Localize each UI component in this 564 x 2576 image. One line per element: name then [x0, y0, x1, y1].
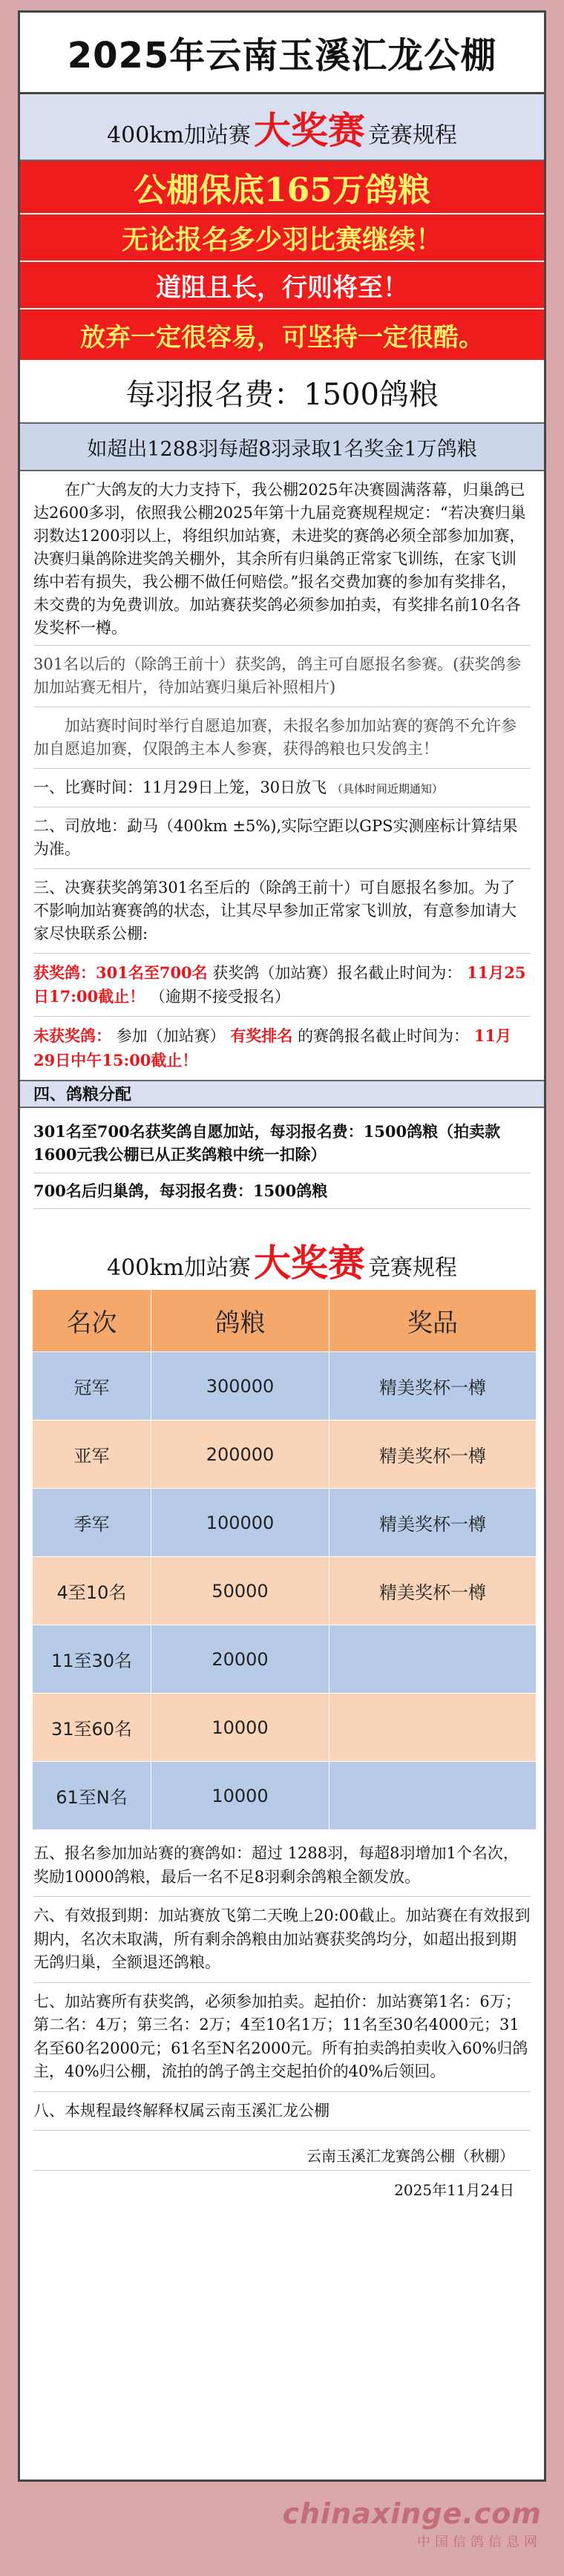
note-5: 五、报名参加加站赛的赛鸽如：超过 1288羽，每超8羽增加1个名次，奖励10000鸽粮，最后一名不足8羽剩余鸽粮全额发放。 — [33, 1835, 531, 1897]
cell-rank: 4至10名 — [33, 1557, 151, 1625]
entry-fee: 每羽报名费：1500鸽粮 — [20, 361, 544, 424]
cell-grain: 300000 — [151, 1352, 329, 1420]
unaward-deadline-date: 11月29日中午15:00截止！ — [33, 1026, 511, 1069]
cell-grain: 50000 — [151, 1557, 329, 1625]
award-deadline-date: 11月25日17:00截止！ — [33, 963, 526, 1006]
guarantee-banner: 公棚保底165万鸽粮 — [20, 161, 544, 214]
unaward-deadline — [33, 1017, 531, 1079]
table-row — [33, 1489, 537, 1557]
unaward-ranking: 有奖排名 — [230, 1026, 293, 1046]
section-1 — [33, 769, 531, 807]
motto-banner: 放弃一定很容易，可坚持一定很酷。 — [20, 309, 544, 361]
cell-rank: 季军 — [33, 1489, 151, 1557]
watermark — [282, 2497, 542, 2551]
cell-grain: 10000 — [151, 1762, 329, 1830]
cell-prize — [329, 1762, 537, 1830]
cell-rank: 亚军 — [33, 1420, 151, 1489]
intro-paragraph: 在广大鸽友的大力支持下，我公棚2025年决赛圆满落幕，归巢鸽已达2600多羽，依照我公棚2025年第十九届竞赛规程规定：“若决赛归巢羽数达1200羽以上，将组织加站赛，未进奖的赛鸽必须全部参加加赛，决赛归巢鸽除进奖鸽关棚外，其余所有归巢鸽正常家飞训练，在家飞训练中若有损失，我公棚不做任何赔偿。”报名交费加赛的参加有奖排名，未交费的为免费训放。加站赛获奖鸽必须参加拍卖，有奖排名前10名各发奖杯一樽。 — [33, 479, 531, 646]
issue-date: 2025年11月24日 — [394, 2181, 514, 2200]
section-4-heading: 四、鸽粮分配 — [20, 1080, 544, 1108]
cell-prize: 精美奖杯一樽 — [329, 1489, 537, 1557]
table-row — [33, 1625, 537, 1694]
page-title: 2025年云南玉溪汇龙公棚 — [20, 13, 544, 94]
prize-title-highlight: 大奖赛 — [253, 1241, 365, 1285]
section-3: 三、决赛获奖鸽第301名至后的（除鸽王前十）可自愿报名参加。为了不影响加站赛赛鸽的状态，让其尽早参加正常家飞训放，有意参加请大家尽快联系公棚: — [33, 869, 531, 954]
rules-sheet — [18, 10, 546, 2482]
road-banner: 道阻且长，行则将至！ — [20, 262, 544, 309]
cell-grain: 10000 — [151, 1694, 329, 1762]
distribution-item-2: 700名后归巢鸽，每羽报名费：1500鸽粮 — [33, 1173, 531, 1210]
header-prize: 奖品 — [329, 1290, 537, 1352]
section-2: 二、司放地：勐马（400km ±5%),实际空距以GPS实测座标计算结果为准。 — [33, 807, 531, 869]
section-1-note: （具体时间近期通知） — [331, 781, 443, 796]
subtitle — [20, 94, 544, 161]
extra-rule: 如超出1288羽每超8羽录取1名奖金1万鸽粮 — [20, 424, 544, 471]
cell-prize: 精美奖杯一樽 — [329, 1420, 537, 1489]
cell-grain: 200000 — [151, 1420, 329, 1489]
section-1-text: 一、比赛时间：11月29日上笼，30日放飞 — [33, 778, 327, 796]
award-text: 获奖鸽（加站赛）报名截止时间为： — [212, 964, 462, 983]
prize-table — [32, 1289, 537, 1830]
award-tail: （逾期不接受报名） — [149, 988, 290, 1006]
cell-rank: 31至60名 — [33, 1694, 151, 1762]
note-6: 六、有效报到期：加站赛放飞第二天晚上20:00截止。加站赛在有效报到期内，名次未取满，所有剩余鸽粮由加站赛获奖鸽均分，如超出报到期无鸽归巢，全额退还鸽粮。 — [33, 1897, 531, 1983]
table-row — [33, 1762, 537, 1830]
rules-notes — [20, 1830, 544, 2135]
subtitle-pre: 400km加站赛 — [107, 122, 251, 148]
subtitle-highlight: 大奖赛 — [253, 108, 365, 152]
note-7: 七、加站赛所有获奖鸽，必须参加拍卖。起拍价：加站赛第1名：6万；第二名：4万；第三名：2万；4至10名1万；11名至30名4000元；31名至60名2000元；61名至N名2000元。所有拍卖鸽拍卖收入60%归鸽主，40%归公棚，流拍的鸽子鸽主交起拍价的40%后领回。 — [33, 1983, 531, 2092]
note-301: 301名以后的（除鸽王前十）获奖鸽，鸽主可自愿报名参赛。(获奖鸽参加加站赛无相片，待加站赛归巢后补照相片) — [33, 646, 531, 707]
cell-grain: 100000 — [151, 1489, 329, 1557]
award-range: 获奖鸽：301名至700名 — [33, 963, 208, 983]
continue-banner: 无论报名多少羽比赛继续！ — [20, 214, 544, 262]
signature: 云南玉溪汇龙赛鸽公棚（秋棚） — [33, 2135, 531, 2171]
prize-title-post: 竞赛规程 — [367, 1255, 457, 1282]
watermark-site: chinaxinge.com — [282, 2497, 542, 2530]
cell-rank: 冠军 — [33, 1352, 151, 1420]
subtitle-post: 竞赛规程 — [367, 122, 457, 148]
header-rank: 名次 — [33, 1290, 151, 1352]
cell-prize: 精美奖杯一樽 — [329, 1557, 537, 1625]
table-row — [33, 1352, 537, 1420]
award-deadline — [33, 954, 531, 1017]
cell-prize: 精美奖杯一樽 — [329, 1352, 537, 1420]
cell-rank: 11至30名 — [33, 1625, 151, 1694]
note-time: 加站赛时间时举行自愿追加赛，未报名参加加站赛的赛鸽不允许参加自愿追加赛，仅限鸽主本人参赛，获得鸽粮也只发鸽主！ — [33, 707, 531, 769]
table-row — [33, 1557, 537, 1625]
unaward-text-2: 的赛鸽报名截止时间为： — [298, 1027, 470, 1046]
table-row — [33, 1420, 537, 1489]
note-8: 八、本规程最终解释权属云南玉溪汇龙公棚 — [33, 2092, 531, 2131]
unaward-text-1: 参加（加站赛） — [116, 1027, 226, 1046]
table-row — [33, 1694, 537, 1762]
cell-rank: 61至N名 — [33, 1762, 151, 1830]
watermark-org: 中国信鸽信息网 — [417, 2534, 542, 2550]
unaward-label: 未获奖鸽： — [33, 1026, 111, 1046]
prize-table-header — [33, 1290, 537, 1352]
distribution-item-1: 301名至700名获奖鸽自愿加站，每羽报名费：1500鸽粮（拍卖款1600元我公棚已从正奖鸽粮中统一扣除） — [33, 1114, 531, 1173]
header-grain: 鸽粮 — [151, 1290, 329, 1352]
distribution — [20, 1108, 544, 1216]
cell-prize — [329, 1625, 537, 1694]
cell-prize — [329, 1694, 537, 1762]
prize-table-title — [20, 1215, 544, 1289]
cell-grain: 20000 — [151, 1625, 329, 1694]
prize-title-pre: 400km加站赛 — [107, 1255, 251, 1282]
rules-body — [20, 471, 544, 1080]
